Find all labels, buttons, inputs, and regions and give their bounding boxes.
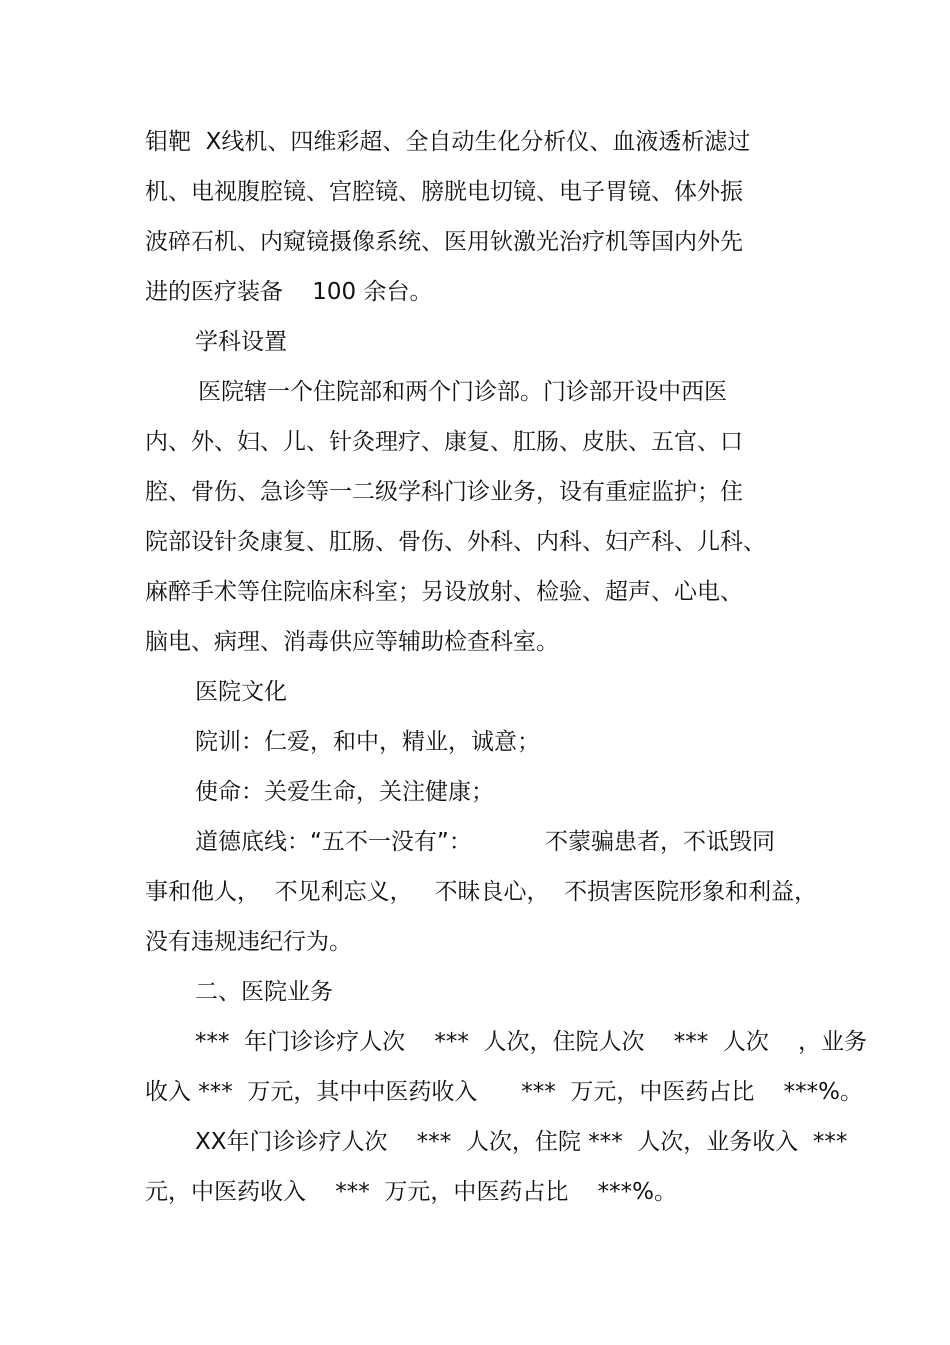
text-line-11: 脑电、病理、消毒供应等辅助检查科室。 xyxy=(145,629,559,655)
section-heading-culture: 医院文化 xyxy=(195,679,287,705)
text-line-9: 院部设针灸康复、肛肠、骨伤、外科、内科、妇产科、儿科、 xyxy=(145,529,766,555)
text-line-19: *** 年门诊诊疗人次 *** 人次，住院人次 *** 人次 ，业务 xyxy=(195,1029,868,1055)
text-line-10: 麻醉手术等住院临床科室；另设放射、检验、超声、心电、 xyxy=(145,579,743,605)
section-heading-business: 二、医院业务 xyxy=(195,979,333,1005)
text-line-2: 机、电视腹腔镜、宫腔镜、膀胱电切镜、电子胃镜、体外振 xyxy=(145,179,743,205)
text-line-mission: 使命：关爱生命，关注健康； xyxy=(195,779,494,805)
text-line-motto: 院训：仁爱，和中，精业，诚意； xyxy=(195,729,540,755)
text-line-6: 医院辖一个住院部和两个门诊部。门诊部开设中西医 xyxy=(198,379,727,405)
text-line-21: XX年门诊诊疗人次 *** 人次，住院 *** 人次，业务收入 *** xyxy=(195,1129,848,1155)
text-line-20: 收入 *** 万元，其中中医药收入 *** 万元，中医药占比 ***%。 xyxy=(145,1079,864,1105)
text-line-16: 事和他人， 不见利忘义， 不昧良心， 不损害医院形象和利益， xyxy=(145,879,818,905)
text-line-ethics: 道德底线：“五不一没有”： 不蒙骗患者，不诋毁同 xyxy=(195,829,775,855)
text-line-3: 波碎石机、内窥镜摄像系统、医用钬激光治疗机等国内外先 xyxy=(145,229,743,255)
text-line-7: 内、外、妇、儿、针灸理疗、康复、肛肠、皮肤、五官、口 xyxy=(145,429,743,455)
text-line-8: 腔、骨伤、急诊等一二级学科门诊业务，设有重症监护；住 xyxy=(145,479,743,505)
text-line-4: 进的医疗装备 100 余台。 xyxy=(145,279,433,305)
text-line-17: 没有违规违纪行为。 xyxy=(145,929,352,955)
section-heading-disciplines: 学科设置 xyxy=(195,329,287,355)
text-line-22: 元，中医药收入 *** 万元，中医药占比 ***%。 xyxy=(145,1179,677,1205)
text-line-1: 钼靶 X线机、四维彩超、全自动生化分析仪、血液透析滤过 xyxy=(145,129,751,155)
